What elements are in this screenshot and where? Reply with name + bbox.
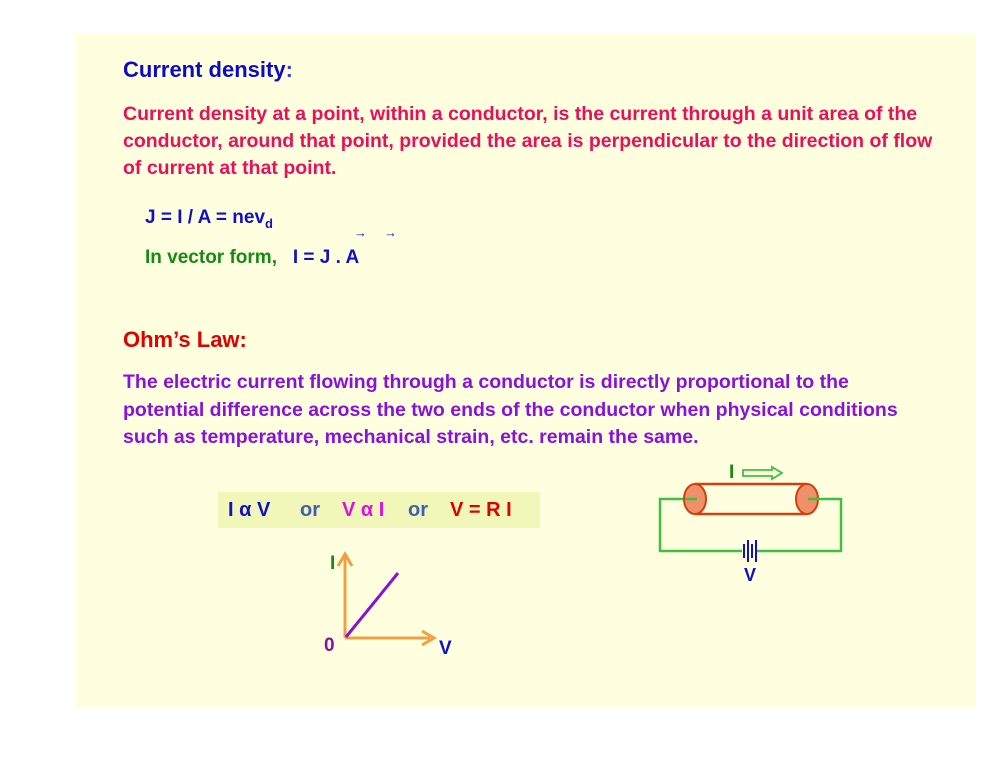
equation-text: J = I / A = nev xyxy=(145,207,266,228)
equation-subscript: d xyxy=(265,216,273,231)
graph-origin-label: 0 xyxy=(324,635,335,656)
vector-arrow-j-icon: → xyxy=(354,225,367,240)
vector-arrow-a-icon: → xyxy=(384,225,397,240)
relation-or-2: or xyxy=(408,499,428,521)
relation-v-alpha-i: V α I xyxy=(342,499,385,521)
vector-form-label: In vector form, xyxy=(145,247,277,268)
heading-colon: : xyxy=(285,57,293,82)
circuit-current-label: I xyxy=(729,462,735,483)
relation-i-alpha-v: I α V xyxy=(228,499,271,521)
heading-text: Current density xyxy=(123,57,286,82)
vector-form-expression: I = J . A xyxy=(292,247,360,268)
relation-or-1: or xyxy=(300,499,320,521)
graph-y-label: I xyxy=(330,553,336,574)
ohms-law-heading: Ohm’s Law: xyxy=(123,327,247,352)
current-density-definition: Current density at a point, within a conductor, is the current through a unit area of the conductor, around that point, provided the area is perpendicular to the direction of flow of current at that point. xyxy=(123,103,933,179)
ohms-law-statement: The electric current flowing through a conductor is directly proportional to the potential difference across the two ends of the conductor when physical conditions such as temperature, mechanical strain, etc. remain the same. xyxy=(123,371,898,448)
graph-x-label: V xyxy=(439,638,452,659)
relation-v-equals-ri: V = R I xyxy=(450,499,512,521)
circuit-voltage-label: V xyxy=(744,565,757,585)
